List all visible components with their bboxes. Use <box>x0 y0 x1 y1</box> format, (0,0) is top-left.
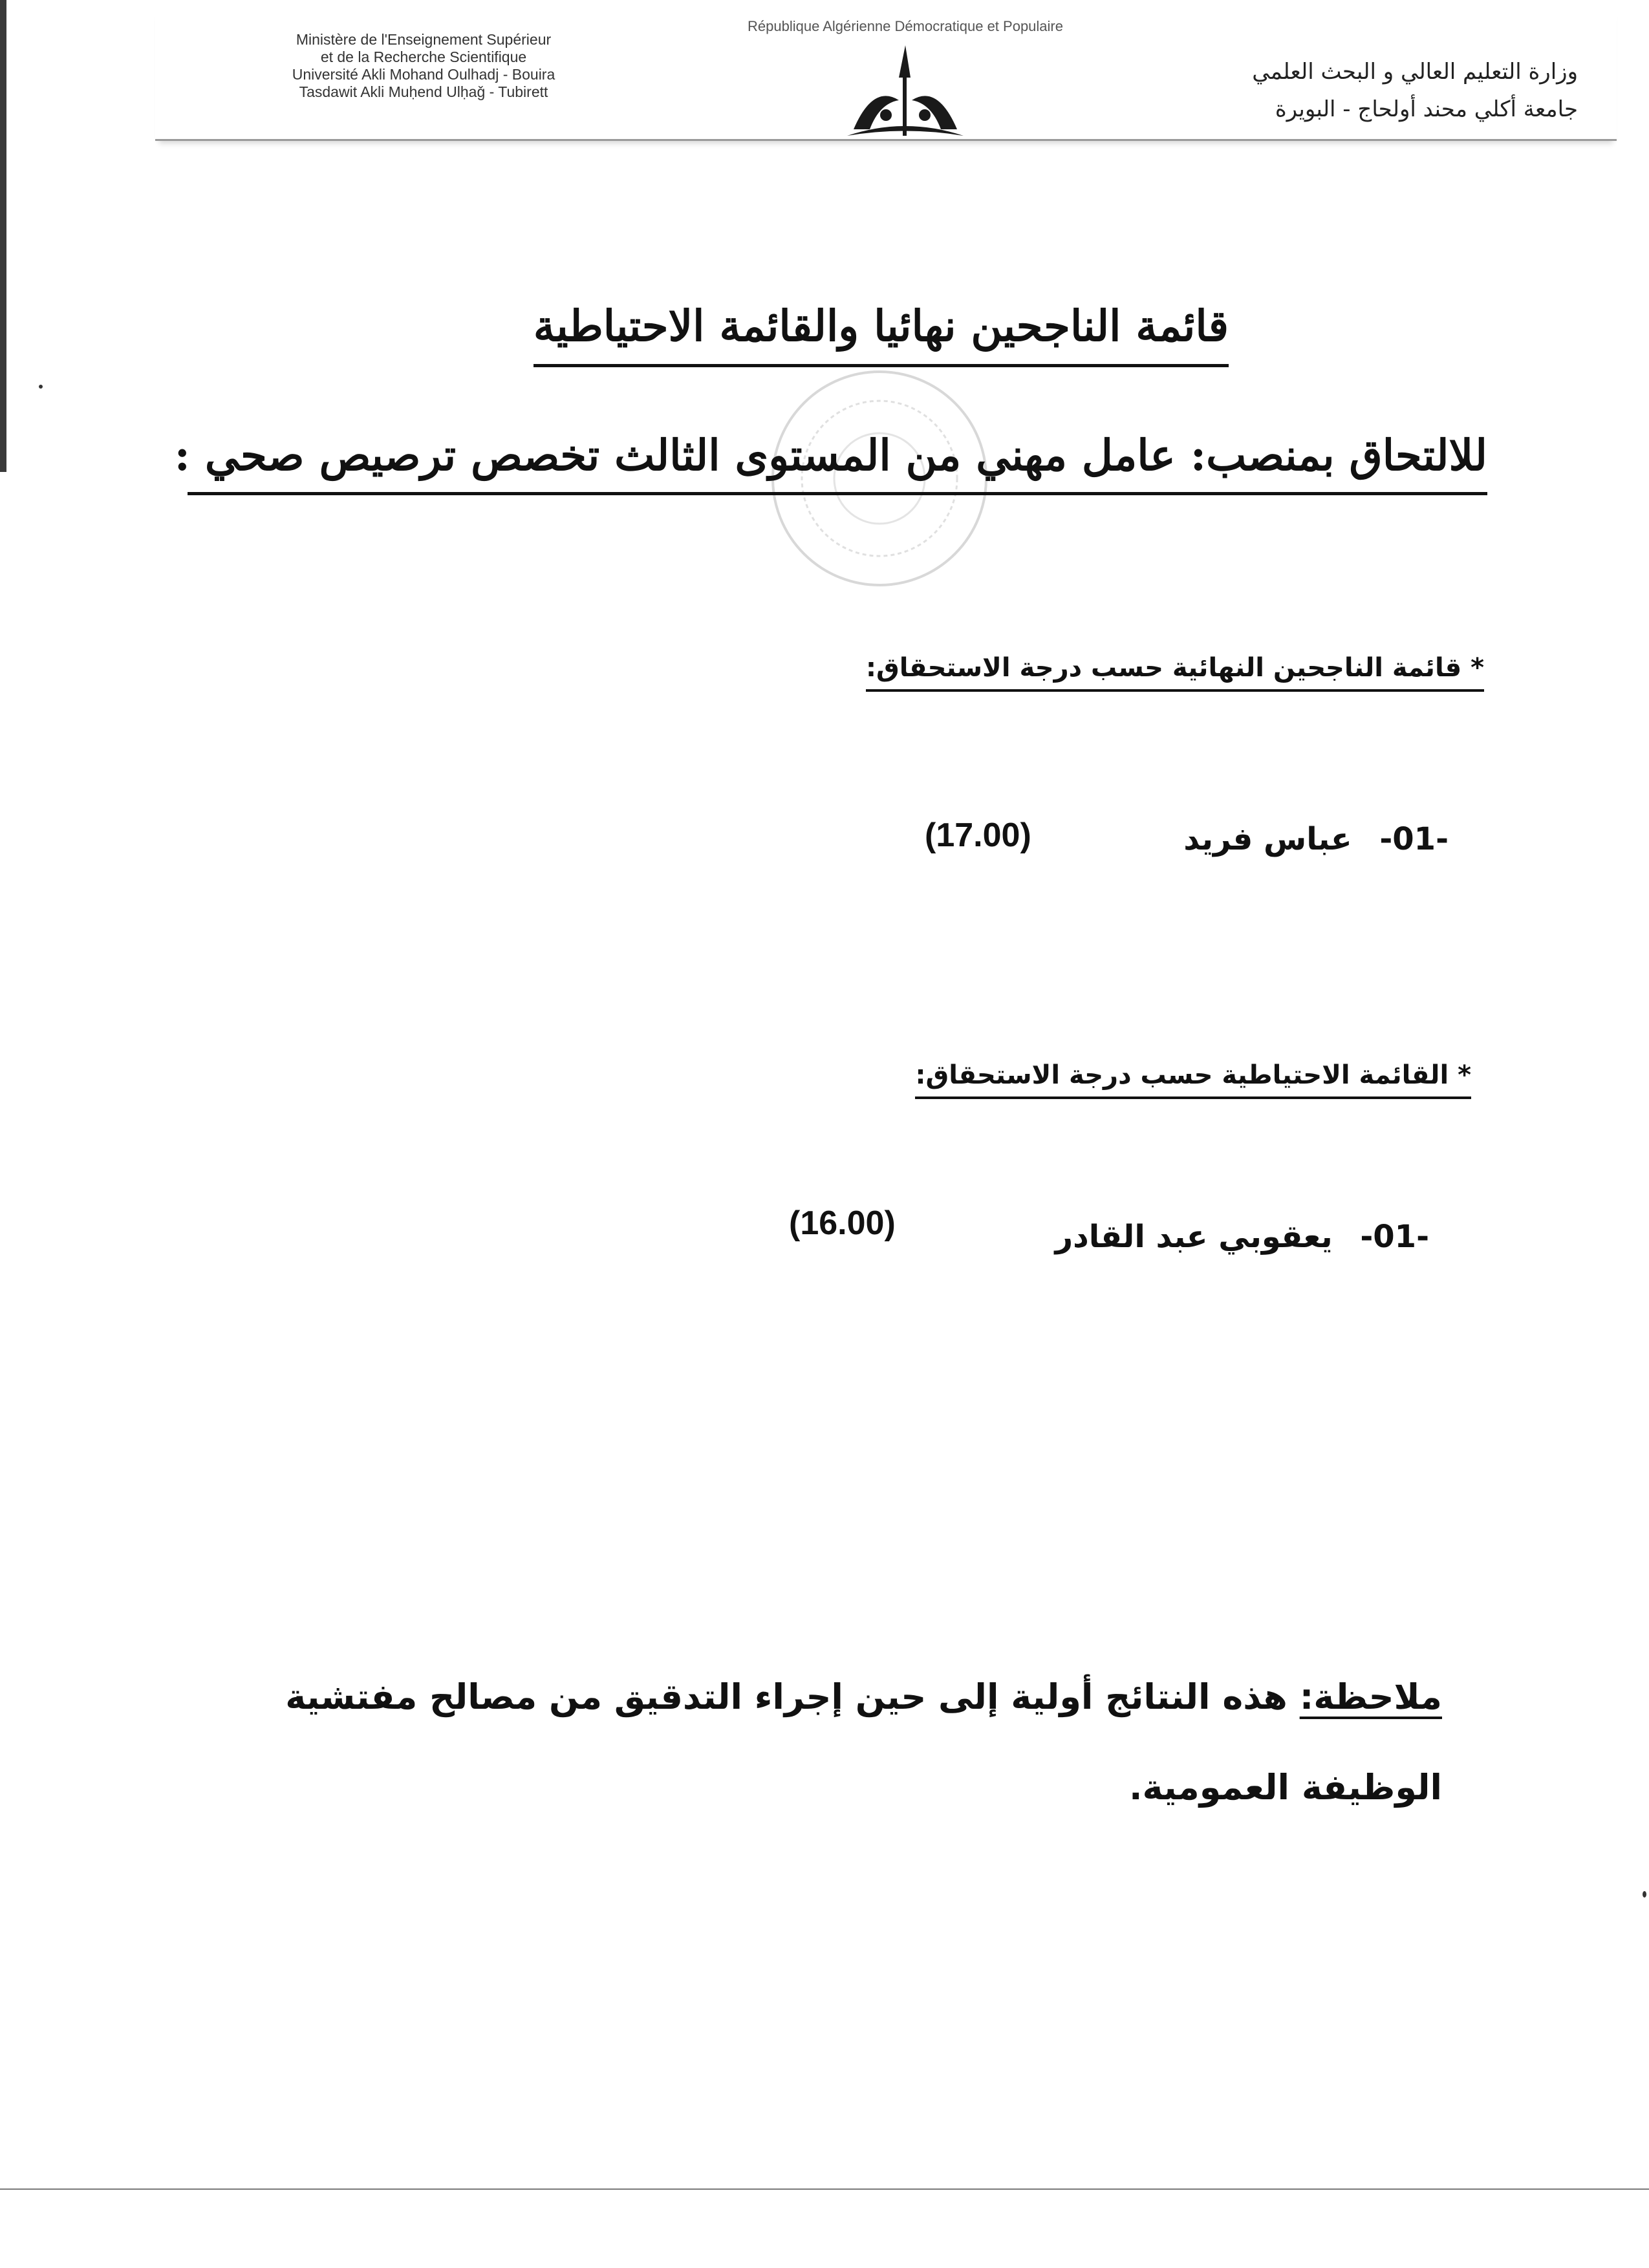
letterhead-line: Tasdawit Akli Muḥend Ulḥaǧ - Tubirett <box>299 83 548 100</box>
note-label: ملاحظة: <box>1299 1676 1442 1717</box>
scan-bottom-rule <box>0 2188 1649 2190</box>
letterhead-line: et de la Recherche Scientifique <box>320 48 527 65</box>
reserve-list-item <box>1055 1219 1429 1255</box>
republic-heading: République Algérienne Démocratique et Populaire <box>748 18 1063 34</box>
note-paragraph <box>213 1652 1442 1833</box>
letterhead-line: وزارة التعليم العالي و البحث العلمي <box>1252 59 1578 85</box>
final-list-item <box>1183 821 1449 857</box>
letterhead-arabic <box>1112 53 1578 128</box>
note-text: هذه النتائج أولية إلى حين إجراء التدقيق من مصالح مفتشية الوظيفة العمومية. <box>285 1676 1442 1808</box>
position-subtitle: للالتحاق بمنصب: عامل مهني من المستوى الثالث تخصص ترصيص صحي : <box>188 430 1487 495</box>
reserve-list-heading: * القائمة الاحتياطية حسب درجة الاستحقاق: <box>915 1060 1471 1099</box>
entry-number: -01- <box>1360 1219 1429 1255</box>
letterhead-line: Université Akli Mohand Oulhadj - Bouira <box>292 66 555 83</box>
candidate-name: يعقوبي عبد القادر <box>1055 1219 1333 1255</box>
candidate-score: (17.00) <box>925 817 1031 854</box>
scan-speck <box>1643 1891 1646 1898</box>
page-title: قائمة الناجحين نهائيا والقائمة الاحتياطية <box>534 301 1229 367</box>
scan-speck <box>39 385 43 389</box>
final-list-heading: * قائمة الناجحين النهائية حسب درجة الاستحقاق: <box>866 653 1484 692</box>
letterhead-french <box>230 31 618 101</box>
candidate-name: عباس فريد <box>1183 821 1352 857</box>
letterhead-line: Ministère de l'Enseignement Supérieur <box>296 31 552 48</box>
candidate-score: (16.00) <box>789 1204 896 1242</box>
letterhead-line: جامعة أكلي محند أولحاج - البويرة <box>1275 96 1578 122</box>
university-logo <box>834 39 976 149</box>
scan-edge-artifact <box>0 0 6 472</box>
entry-number: -01- <box>1379 821 1449 857</box>
